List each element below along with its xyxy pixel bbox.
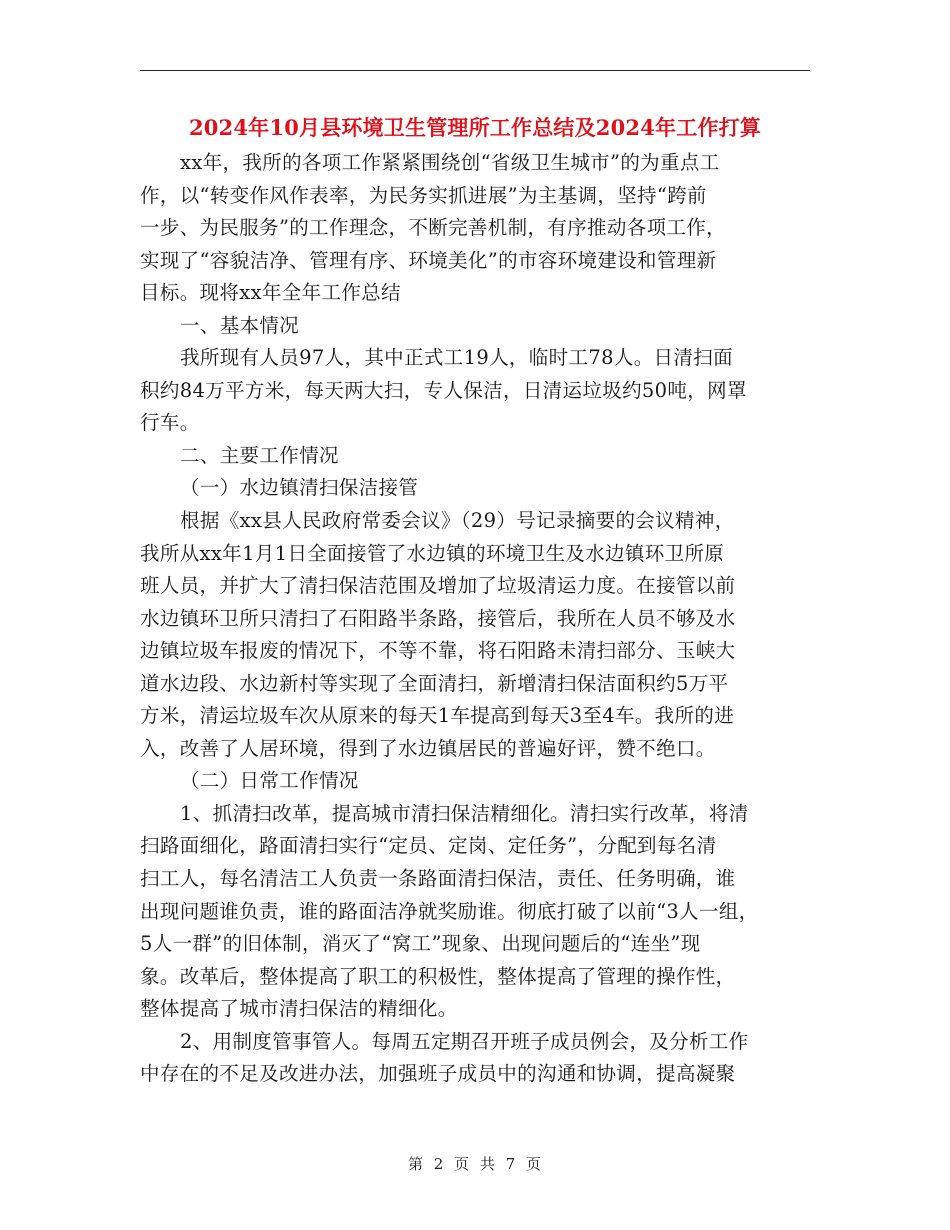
paragraph-line: 作，以“转变作风作表率，为民务实抓进展”为主基调，坚持“跨前 — [140, 183, 707, 207]
paragraph-line: 我所现有人员97人，其中正式工19人，临时工78人。日清扫面 — [180, 346, 733, 370]
paragraph-line: 1、抓清扫改革，提高城市清扫保洁精细化。清扫实行改革，将清 — [180, 801, 749, 825]
paragraph-line: 5人一群”的旧体制，消灭了“窝工”现象、出现问题后的“连坐”现 — [140, 932, 701, 956]
paragraph-line: 2、用制度管事管人。每周五定期召开班子成员例会，及分析工作 — [180, 1029, 749, 1053]
paragraph-line: 一步、为民服务”的工作理念，不断完善机制，有序推动各项工作， — [140, 216, 726, 240]
paragraph-line: 象。改革后，整体提高了职工的积极性，整体提高了管理的操作性， — [140, 964, 736, 988]
paragraph-line: 中存在的不足及改进办法，加强班子成员中的沟通和协调，提高凝聚 — [140, 1062, 736, 1086]
paragraph-line: 积约84万平方米，每天两大扫，专人保洁，日清运垃圾约50吨，网罩 — [140, 378, 747, 402]
paragraph-line: 整体提高了城市清扫保洁的精细化。 — [140, 997, 458, 1021]
paragraph-line: 道水边段、水边新村等实现了全面清扫，新增清扫保洁面积约5万平 — [140, 671, 729, 695]
paragraph-line: xx年，我所的各项工作紧紧围绕创“省级卫生城市”的为重点工 — [180, 151, 720, 174]
paragraph-line: 目标。现将xx年全年工作总结 — [140, 281, 401, 305]
subsection-heading: （二）日常工作情况 — [180, 769, 359, 793]
subsection-heading: （一）水边镇清扫保洁接管 — [180, 476, 419, 500]
document-body — [140, 147, 812, 1091]
header-rule — [140, 70, 810, 71]
paragraph-line: 出现问题谁负责，谁的路面洁净就奖励谁。彻底打破了以前“3人一组， — [140, 899, 759, 923]
paragraph-line: 方米，清运垃圾车次从原来的每天1车提高到每天3至4车。我所的进 — [140, 704, 735, 728]
paragraph-line: 扫工人，每名清洁工人负责一条路面清扫保洁，责任、任务明确，谁 — [140, 867, 736, 891]
document-title: 2024年10月县环境卫生管理所工作总结及2024年工作打算 — [188, 115, 762, 140]
section-heading: 二、主要工作情况 — [180, 443, 339, 467]
paragraph-line: 边镇垃圾车报废的情况下，不等不靠，将石阳路未清扫部分、玉峡大 — [140, 639, 736, 663]
paragraph-line: 班人员，并扩大了清扫保洁范围及增加了垃圾清运力度。在接管以前 — [140, 574, 736, 598]
paragraph-line: 行车。 — [140, 411, 200, 435]
paragraph-line: 实现了“容貌洁净、管理有序、环境美化”的市容环境建设和管理新 — [140, 248, 717, 272]
section-heading: 一、基本情况 — [180, 313, 300, 337]
paragraph-line: 水边镇环卫所只清扫了石阳路半条路，接管后，我所在人员不够及水 — [140, 606, 736, 630]
paragraph-line: 我所从xx年1月1日全面接管了水边镇的环境卫生及水边镇环卫所原 — [140, 541, 725, 565]
paragraph-line: 根据《xx县人民政府常委会议》（29）号记录摘要的会议精神， — [180, 509, 735, 533]
page-number: 第 2 页 共 7 页 — [408, 1155, 542, 1173]
paragraph-line: 扫路面细化，路面清扫实行“定员、定岗、定任务”，分配到每名清 — [140, 834, 717, 858]
paragraph-line: 入，改善了人居环境，得到了水边镇居民的普遍好评，赞不绝口。 — [140, 736, 716, 760]
